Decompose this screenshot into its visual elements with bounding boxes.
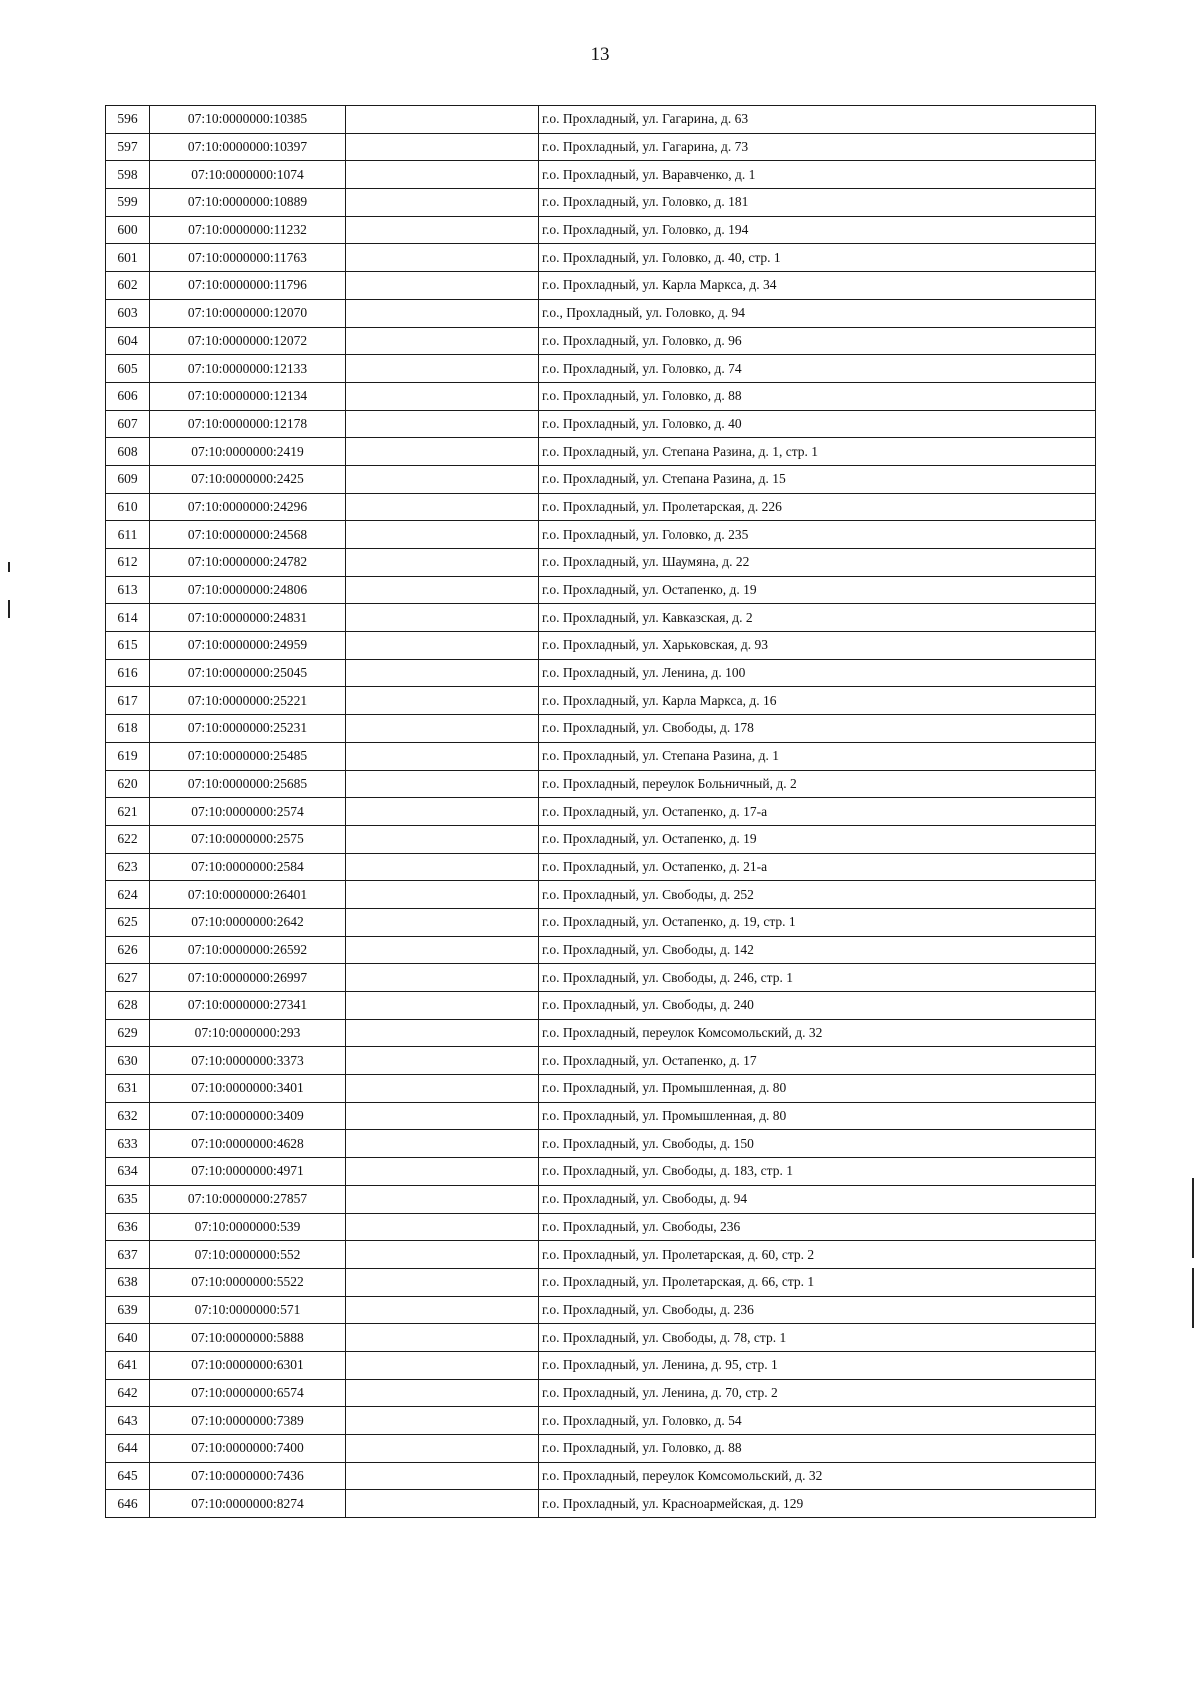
row-number-cell: 617	[106, 687, 150, 715]
empty-cell	[346, 299, 539, 327]
address-cell: г.о. Прохладный, ул. Свободы, д. 240	[539, 992, 1096, 1020]
cadastral-number-cell: 07:10:0000000:5522	[150, 1268, 346, 1296]
row-number-cell: 636	[106, 1213, 150, 1241]
table-row	[106, 964, 1096, 992]
cadastral-number-cell: 07:10:0000000:24568	[150, 521, 346, 549]
address-cell: г.о. Прохладный, ул. Гагарина, д. 73	[539, 133, 1096, 161]
empty-cell	[346, 1407, 539, 1435]
row-number-cell: 635	[106, 1185, 150, 1213]
empty-cell	[346, 1324, 539, 1352]
table-row	[106, 299, 1096, 327]
table-row	[106, 189, 1096, 217]
table-row	[106, 1490, 1096, 1518]
cadastral-number-cell: 07:10:0000000:293	[150, 1019, 346, 1047]
cadastral-number-cell: 07:10:0000000:3409	[150, 1102, 346, 1130]
cadastral-number-cell: 07:10:0000000:3373	[150, 1047, 346, 1075]
empty-cell	[346, 465, 539, 493]
row-number-cell: 612	[106, 549, 150, 577]
row-number-cell: 632	[106, 1102, 150, 1130]
table-row	[106, 438, 1096, 466]
address-cell: г.о. Прохладный, ул. Свободы, д. 150	[539, 1130, 1096, 1158]
table-row	[106, 770, 1096, 798]
empty-cell	[346, 825, 539, 853]
row-number-cell: 620	[106, 770, 150, 798]
empty-cell	[346, 1268, 539, 1296]
table-row	[106, 272, 1096, 300]
table-row	[106, 853, 1096, 881]
table-row	[106, 161, 1096, 189]
table-row	[106, 216, 1096, 244]
cadastral-number-cell: 07:10:0000000:571	[150, 1296, 346, 1324]
table-row	[106, 1462, 1096, 1490]
row-number-cell: 599	[106, 189, 150, 217]
cadastral-number-cell: 07:10:0000000:12070	[150, 299, 346, 327]
row-number-cell: 603	[106, 299, 150, 327]
address-cell: г.о. Прохладный, ул. Остапенко, д. 17-а	[539, 798, 1096, 826]
table-row	[106, 1075, 1096, 1103]
address-cell: г.о. Прохладный, ул. Головко, д. 54	[539, 1407, 1096, 1435]
empty-cell	[346, 244, 539, 272]
cadastral-number-cell: 07:10:0000000:2575	[150, 825, 346, 853]
row-number-cell: 610	[106, 493, 150, 521]
table-row	[106, 1324, 1096, 1352]
empty-cell	[346, 272, 539, 300]
table-row	[106, 576, 1096, 604]
row-number-cell: 616	[106, 659, 150, 687]
cadastral-number-cell: 07:10:0000000:24831	[150, 604, 346, 632]
row-number-cell: 601	[106, 244, 150, 272]
empty-cell	[346, 1185, 539, 1213]
empty-cell	[346, 992, 539, 1020]
row-number-cell: 623	[106, 853, 150, 881]
empty-cell	[346, 327, 539, 355]
empty-cell	[346, 493, 539, 521]
cadastral-number-cell: 07:10:0000000:12178	[150, 410, 346, 438]
table-row	[106, 908, 1096, 936]
row-number-cell: 604	[106, 327, 150, 355]
page-number: 13	[590, 44, 610, 65]
row-number-cell: 622	[106, 825, 150, 853]
table-row	[106, 493, 1096, 521]
table-row	[106, 327, 1096, 355]
table-row	[106, 1407, 1096, 1435]
row-number-cell: 638	[106, 1268, 150, 1296]
row-number-cell: 646	[106, 1490, 150, 1518]
row-number-cell: 627	[106, 964, 150, 992]
address-cell: г.о. Прохладный, ул. Свободы, д. 246, стр. 1	[539, 964, 1096, 992]
cadastral-number-cell: 07:10:0000000:11763	[150, 244, 346, 272]
address-cell: г.о. Прохладный, ул. Свободы, д. 183, стр. 1	[539, 1158, 1096, 1186]
cadastral-number-cell: 07:10:0000000:2425	[150, 465, 346, 493]
row-number-cell: 640	[106, 1324, 150, 1352]
address-cell: г.о. Прохладный, ул. Шаумяна, д. 22	[539, 549, 1096, 577]
row-number-cell: 645	[106, 1462, 150, 1490]
table-row	[106, 244, 1096, 272]
scan-artifact-left-2	[8, 600, 10, 618]
cadastral-number-cell: 07:10:0000000:12133	[150, 355, 346, 383]
cadastral-number-cell: 07:10:0000000:10889	[150, 189, 346, 217]
cadastral-number-cell: 07:10:0000000:25485	[150, 742, 346, 770]
row-number-cell: 607	[106, 410, 150, 438]
row-number-cell: 634	[106, 1158, 150, 1186]
empty-cell	[346, 1102, 539, 1130]
row-number-cell: 644	[106, 1435, 150, 1463]
cadastral-number-cell: 07:10:0000000:24296	[150, 493, 346, 521]
address-cell: г.о. Прохладный, ул. Остапенко, д. 19, стр. 1	[539, 908, 1096, 936]
empty-cell	[346, 881, 539, 909]
row-number-cell: 608	[106, 438, 150, 466]
address-cell: г.о. Прохладный, ул. Промышленная, д. 80	[539, 1102, 1096, 1130]
table-row	[106, 659, 1096, 687]
table-row	[106, 355, 1096, 383]
table-row	[106, 549, 1096, 577]
address-cell: г.о. Прохладный, ул. Остапенко, д. 19	[539, 825, 1096, 853]
cadastral-number-cell: 07:10:0000000:7389	[150, 1407, 346, 1435]
address-cell: г.о. Прохладный, ул. Свободы, 236	[539, 1213, 1096, 1241]
row-number-cell: 643	[106, 1407, 150, 1435]
address-cell: г.о. Прохладный, ул. Свободы, д. 236	[539, 1296, 1096, 1324]
table-row	[106, 1047, 1096, 1075]
row-number-cell: 618	[106, 715, 150, 743]
address-cell: г.о. Прохладный, ул. Степана Разина, д. 15	[539, 465, 1096, 493]
address-cell: г.о. Прохладный, ул. Головко, д. 40, стр. 1	[539, 244, 1096, 272]
address-cell: г.о. Прохладный, ул. Пролетарская, д. 60, стр. 2	[539, 1241, 1096, 1269]
cadastral-number-cell: 07:10:0000000:7400	[150, 1435, 346, 1463]
table-row	[106, 1019, 1096, 1047]
table-row	[106, 1268, 1096, 1296]
table-row	[106, 1185, 1096, 1213]
cadastral-number-cell: 07:10:0000000:10385	[150, 106, 346, 134]
empty-cell	[346, 189, 539, 217]
cadastral-number-cell: 07:10:0000000:7436	[150, 1462, 346, 1490]
row-number-cell: 628	[106, 992, 150, 1020]
address-cell: г.о. Прохладный, ул. Головко, д. 74	[539, 355, 1096, 383]
empty-cell	[346, 604, 539, 632]
cadastral-number-cell: 07:10:0000000:26997	[150, 964, 346, 992]
row-number-cell: 613	[106, 576, 150, 604]
table-row	[106, 825, 1096, 853]
row-number-cell: 625	[106, 908, 150, 936]
empty-cell	[346, 1130, 539, 1158]
address-cell: г.о. Прохладный, ул. Головко, д. 88	[539, 382, 1096, 410]
cadastral-number-cell: 07:10:0000000:24806	[150, 576, 346, 604]
table-row	[106, 715, 1096, 743]
address-cell: г.о. Прохладный, ул. Головко, д. 181	[539, 189, 1096, 217]
registry-table	[105, 105, 1096, 1518]
empty-cell	[346, 798, 539, 826]
address-cell: г.о. Прохладный, ул. Остапенко, д. 21-а	[539, 853, 1096, 881]
address-cell: г.о. Прохладный, переулок Комсомольский, д. 32	[539, 1019, 1096, 1047]
table-row	[106, 1435, 1096, 1463]
table-row	[106, 1213, 1096, 1241]
cadastral-number-cell: 07:10:0000000:24782	[150, 549, 346, 577]
table-row	[106, 742, 1096, 770]
empty-cell	[346, 1213, 539, 1241]
address-cell: г.о. Прохладный, ул. Свободы, д. 78, стр. 1	[539, 1324, 1096, 1352]
address-cell: г.о. Прохладный, ул. Головко, д. 40	[539, 410, 1096, 438]
empty-cell	[346, 853, 539, 881]
address-cell: г.о. Прохладный, ул. Ленина, д. 70, стр. 2	[539, 1379, 1096, 1407]
table-row	[106, 992, 1096, 1020]
table-row	[106, 1158, 1096, 1186]
empty-cell	[346, 1296, 539, 1324]
empty-cell	[346, 355, 539, 383]
cadastral-number-cell: 07:10:0000000:25221	[150, 687, 346, 715]
cadastral-number-cell: 07:10:0000000:2574	[150, 798, 346, 826]
address-cell: г.о. Прохладный, переулок Больничный, д. 2	[539, 770, 1096, 798]
table-row	[106, 687, 1096, 715]
table-row	[106, 521, 1096, 549]
empty-cell	[346, 576, 539, 604]
cadastral-number-cell: 07:10:0000000:8274	[150, 1490, 346, 1518]
cadastral-number-cell: 07:10:0000000:12134	[150, 382, 346, 410]
address-cell: г.о. Прохладный, ул. Свободы, д. 94	[539, 1185, 1096, 1213]
scan-artifact-right-2	[1192, 1268, 1194, 1328]
address-cell: г.о. Прохладный, ул. Головко, д. 235	[539, 521, 1096, 549]
address-cell: г.о. Прохладный, ул. Карла Маркса, д. 34	[539, 272, 1096, 300]
cadastral-number-cell: 07:10:0000000:552	[150, 1241, 346, 1269]
empty-cell	[346, 1019, 539, 1047]
cadastral-number-cell: 07:10:0000000:24959	[150, 632, 346, 660]
cadastral-number-cell: 07:10:0000000:539	[150, 1213, 346, 1241]
empty-cell	[346, 1047, 539, 1075]
table-row	[106, 465, 1096, 493]
empty-cell	[346, 659, 539, 687]
address-cell: г.о. Прохладный, ул. Головко, д. 88	[539, 1435, 1096, 1463]
cadastral-number-cell: 07:10:0000000:10397	[150, 133, 346, 161]
row-number-cell: 633	[106, 1130, 150, 1158]
empty-cell	[346, 410, 539, 438]
registry-table-body	[106, 106, 1096, 1518]
table-row	[106, 1102, 1096, 1130]
address-cell: г.о. Прохладный, ул. Красноармейская, д. 129	[539, 1490, 1096, 1518]
row-number-cell: 605	[106, 355, 150, 383]
row-number-cell: 641	[106, 1351, 150, 1379]
cadastral-number-cell: 07:10:0000000:12072	[150, 327, 346, 355]
address-cell: г.о. Прохладный, ул. Пролетарская, д. 226	[539, 493, 1096, 521]
cadastral-number-cell: 07:10:0000000:27857	[150, 1185, 346, 1213]
cadastral-number-cell: 07:10:0000000:6574	[150, 1379, 346, 1407]
empty-cell	[346, 632, 539, 660]
row-number-cell: 596	[106, 106, 150, 134]
empty-cell	[346, 936, 539, 964]
address-cell: г.о. Прохладный, ул. Кавказская, д. 2	[539, 604, 1096, 632]
row-number-cell: 619	[106, 742, 150, 770]
empty-cell	[346, 382, 539, 410]
cadastral-number-cell: 07:10:0000000:26592	[150, 936, 346, 964]
table-row	[106, 798, 1096, 826]
row-number-cell: 598	[106, 161, 150, 189]
table-row	[106, 106, 1096, 134]
address-cell: г.о. Прохладный, ул. Остапенко, д. 17	[539, 1047, 1096, 1075]
table-row	[106, 936, 1096, 964]
empty-cell	[346, 106, 539, 134]
table-row	[106, 881, 1096, 909]
scan-artifact-right	[1192, 1178, 1194, 1258]
table-row	[106, 382, 1096, 410]
cadastral-number-cell: 07:10:0000000:2642	[150, 908, 346, 936]
row-number-cell: 642	[106, 1379, 150, 1407]
table-row	[106, 632, 1096, 660]
row-number-cell: 629	[106, 1019, 150, 1047]
table-row	[106, 410, 1096, 438]
row-number-cell: 609	[106, 465, 150, 493]
address-cell: г.о. Прохладный, ул. Головко, д. 194	[539, 216, 1096, 244]
address-cell: г.о. Прохладный, ул. Ленина, д. 100	[539, 659, 1096, 687]
empty-cell	[346, 908, 539, 936]
row-number-cell: 637	[106, 1241, 150, 1269]
address-cell: г.о. Прохладный, ул. Пролетарская, д. 66, стр. 1	[539, 1268, 1096, 1296]
empty-cell	[346, 133, 539, 161]
table-row	[106, 1296, 1096, 1324]
cadastral-number-cell: 07:10:0000000:1074	[150, 161, 346, 189]
empty-cell	[346, 715, 539, 743]
row-number-cell: 615	[106, 632, 150, 660]
address-cell: г.о. Прохладный, ул. Остапенко, д. 19	[539, 576, 1096, 604]
address-cell: г.о. Прохладный, ул. Свободы, д. 178	[539, 715, 1096, 743]
row-number-cell: 626	[106, 936, 150, 964]
empty-cell	[346, 1351, 539, 1379]
address-cell: г.о. Прохладный, ул. Ленина, д. 95, стр. 1	[539, 1351, 1096, 1379]
address-cell: г.о. Прохладный, ул. Степана Разина, д. 1	[539, 742, 1096, 770]
empty-cell	[346, 964, 539, 992]
cadastral-number-cell: 07:10:0000000:2584	[150, 853, 346, 881]
cadastral-number-cell: 07:10:0000000:6301	[150, 1351, 346, 1379]
address-cell: г.о. Прохладный, ул. Варавченко, д. 1	[539, 161, 1096, 189]
cadastral-number-cell: 07:10:0000000:11796	[150, 272, 346, 300]
row-number-cell: 606	[106, 382, 150, 410]
table-row	[106, 1351, 1096, 1379]
cadastral-number-cell: 07:10:0000000:26401	[150, 881, 346, 909]
empty-cell	[346, 1075, 539, 1103]
address-cell: г.о. Прохладный, ул. Промышленная, д. 80	[539, 1075, 1096, 1103]
row-number-cell: 602	[106, 272, 150, 300]
table-row	[106, 1379, 1096, 1407]
empty-cell	[346, 1490, 539, 1518]
row-number-cell: 621	[106, 798, 150, 826]
table-row	[106, 1130, 1096, 1158]
row-number-cell: 639	[106, 1296, 150, 1324]
cadastral-number-cell: 07:10:0000000:5888	[150, 1324, 346, 1352]
empty-cell	[346, 1462, 539, 1490]
cadastral-number-cell: 07:10:0000000:27341	[150, 992, 346, 1020]
empty-cell	[346, 1158, 539, 1186]
address-cell: г.о. Прохладный, переулок Комсомольский, д. 32	[539, 1462, 1096, 1490]
row-number-cell: 630	[106, 1047, 150, 1075]
empty-cell	[346, 742, 539, 770]
empty-cell	[346, 161, 539, 189]
address-cell: г.о. Прохладный, ул. Харьковская, д. 93	[539, 632, 1096, 660]
scan-artifact-left	[8, 562, 10, 572]
empty-cell	[346, 521, 539, 549]
empty-cell	[346, 687, 539, 715]
address-cell: г.о. Прохладный, ул. Карла Маркса, д. 16	[539, 687, 1096, 715]
cadastral-number-cell: 07:10:0000000:25231	[150, 715, 346, 743]
row-number-cell: 611	[106, 521, 150, 549]
row-number-cell: 631	[106, 1075, 150, 1103]
cadastral-number-cell: 07:10:0000000:4971	[150, 1158, 346, 1186]
address-cell: г.о. Прохладный, ул. Свободы, д. 252	[539, 881, 1096, 909]
cadastral-number-cell: 07:10:0000000:11232	[150, 216, 346, 244]
cadastral-number-cell: 07:10:0000000:2419	[150, 438, 346, 466]
address-cell: г.о. Прохладный, ул. Свободы, д. 142	[539, 936, 1096, 964]
address-cell: г.о. Прохладный, ул. Гагарина, д. 63	[539, 106, 1096, 134]
address-cell: г.о. Прохладный, ул. Степана Разина, д. 1, стр. 1	[539, 438, 1096, 466]
row-number-cell: 624	[106, 881, 150, 909]
cadastral-number-cell: 07:10:0000000:25685	[150, 770, 346, 798]
empty-cell	[346, 1241, 539, 1269]
row-number-cell: 600	[106, 216, 150, 244]
empty-cell	[346, 216, 539, 244]
row-number-cell: 597	[106, 133, 150, 161]
row-number-cell: 614	[106, 604, 150, 632]
cadastral-number-cell: 07:10:0000000:4628	[150, 1130, 346, 1158]
empty-cell	[346, 1379, 539, 1407]
empty-cell	[346, 770, 539, 798]
empty-cell	[346, 1435, 539, 1463]
table-row	[106, 1241, 1096, 1269]
table-row	[106, 133, 1096, 161]
cadastral-number-cell: 07:10:0000000:3401	[150, 1075, 346, 1103]
empty-cell	[346, 549, 539, 577]
address-cell: г.о., Прохладный, ул. Головко, д. 94	[539, 299, 1096, 327]
address-cell: г.о. Прохладный, ул. Головко, д. 96	[539, 327, 1096, 355]
table-row	[106, 604, 1096, 632]
cadastral-number-cell: 07:10:0000000:25045	[150, 659, 346, 687]
empty-cell	[346, 438, 539, 466]
